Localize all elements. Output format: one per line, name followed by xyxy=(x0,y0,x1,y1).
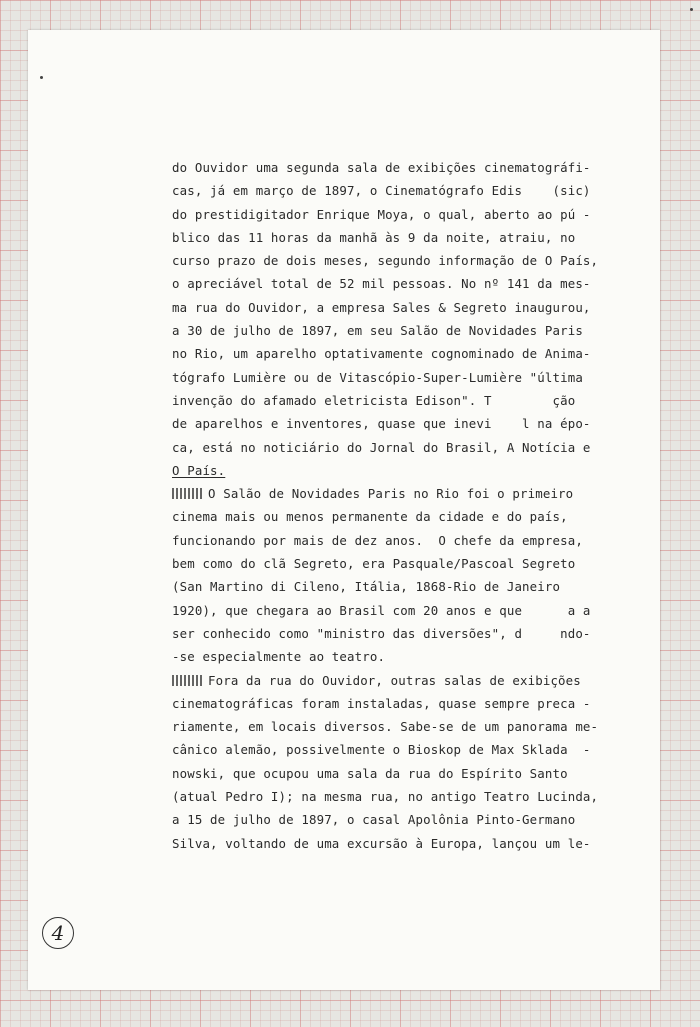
paper-speck xyxy=(40,76,43,79)
text-line: 1920), que chegara ao Brasil com 20 anos e que a a xyxy=(172,602,591,618)
text-line: cânico alemão, possivelmente o Bioskop de Max Sklada - xyxy=(172,742,591,758)
page-number: 4 xyxy=(42,917,74,949)
text-line-content: Fora da rua do Ouvidor, outras salas de exibições xyxy=(208,672,581,688)
text-line: a 15 de julho de 1897, o casal Apolônia Pinto-Germano xyxy=(172,812,576,828)
text-line: -se especialmente ao teatro. xyxy=(172,649,386,665)
struck-indent-mark xyxy=(172,675,202,686)
text-line: Silva, voltando de uma excursão à Europa, lançou um le- xyxy=(172,835,591,851)
text-line: no Rio, um aparelho optativamente cognominado de Anima- xyxy=(172,346,591,362)
text-line: bem como do clã Segreto, era Pasquale/Pascoal Segreto xyxy=(172,556,576,572)
text-line: ser conhecido como "ministro das diversões", d ndo- xyxy=(172,625,591,641)
text-line: do prestidigitador Enrique Moya, o qual, aberto ao pú - xyxy=(172,206,591,222)
text-line: do Ouvidor uma segunda sala de exibições cinematográfi- xyxy=(172,160,591,175)
text-line: de aparelhos e inventores, quase que inevi l na épo- xyxy=(172,416,591,432)
text-line: cinema mais ou menos permanente da cidade e do país, xyxy=(172,509,568,525)
text-line-content: O Salão de Novidades Paris no Rio foi o primeiro xyxy=(208,486,574,502)
text-line: O País. xyxy=(172,462,226,478)
text-line: nowski, que ocupou uma sala da rua do Espírito Santo xyxy=(172,765,568,781)
typewritten-text xyxy=(172,156,640,855)
text-line: (atual Pedro I); na mesma rua, no antigo Teatro Lucinda, xyxy=(172,789,599,805)
text-line: tógrafo Lumière ou de Vitascópio-Super-Lumière "última xyxy=(172,369,583,385)
text-line xyxy=(172,669,640,692)
struck-indent-mark xyxy=(172,488,202,499)
text-line: cinematográficas foram instaladas, quase sempre preca - xyxy=(172,695,591,711)
text-line: ca, está no noticiário do Jornal do Brasil, A Notícia e xyxy=(172,439,591,455)
text-line: (San Martino di Cileno, Itália, 1868-Rio de Janeiro xyxy=(172,579,561,595)
paper-speck xyxy=(690,8,693,11)
text-line: funcionando por mais de dez anos. O chefe da empresa, xyxy=(172,532,583,548)
text-line: curso prazo de dois meses, segundo informação de O País, xyxy=(172,253,599,269)
text-line: ma rua do Ouvidor, a empresa Sales & Segreto inaugurou, xyxy=(172,299,591,315)
text-line: blico das 11 horas da manhã às 9 da noite, atraiu, no xyxy=(172,229,576,245)
text-line: cas, já em março de 1897, o Cinematógrafo Edis (sic) xyxy=(172,183,591,199)
text-line: riamente, em locais diversos. Sabe-se de um panorama me- xyxy=(172,719,599,735)
text-line: invenção do afamado eletricista Edison". T ção xyxy=(172,392,576,408)
text-line: o apreciável total de 52 mil pessoas. No nº 141 da mes- xyxy=(172,276,591,292)
text-line xyxy=(172,482,640,505)
text-line: a 30 de julho de 1897, em seu Salão de Novidades Paris xyxy=(172,323,583,339)
